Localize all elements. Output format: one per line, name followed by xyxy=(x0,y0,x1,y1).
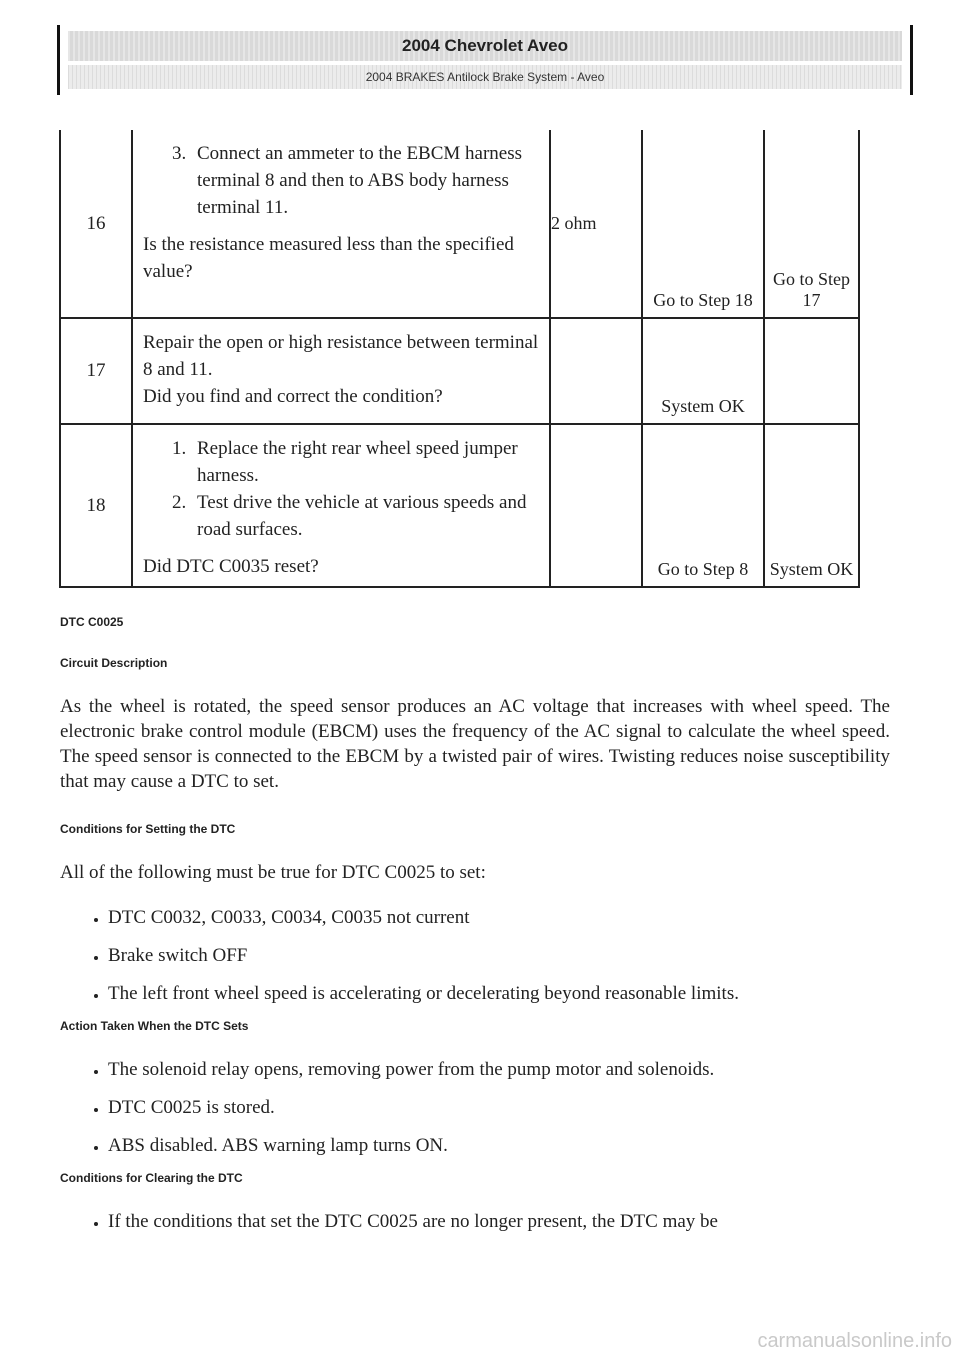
list-item: • Brake switch OFF xyxy=(108,944,928,968)
step-value xyxy=(550,318,642,424)
step-no xyxy=(764,318,859,424)
actions-list xyxy=(60,1058,928,1172)
list-item: • ABS disabled. ABS warning lamp turns ON. xyxy=(108,1134,928,1158)
step-number: 16 xyxy=(60,130,132,318)
section-subtitle: 2004 BRAKES Antilock Brake System - Aveo xyxy=(68,65,902,89)
circuit-description-text: As the wheel is rotated, the speed sensor produces an AC voltage that increases with wheel speed. The electronic brake control module (EBCM) uses the frequency of the AC signal to calculate the wheel speed. The speed sensor is connected to the EBCM by a twisted pair of wires. Twisting reduces noise susceptibility that may cause a DTC to set. xyxy=(60,696,890,792)
action-taken-heading: Action Taken When the DTC Sets xyxy=(60,1019,249,1033)
conditions-list xyxy=(60,906,928,1020)
step-question: Did you find and correct the condition? xyxy=(143,386,443,407)
step-question: Did DTC C0035 reset? xyxy=(143,556,319,577)
list-item: 2. Test drive the vehicle at various speeds and road surfaces. xyxy=(191,489,543,543)
clearing-heading: Conditions for Clearing the DTC xyxy=(60,1171,243,1185)
step-yes: System OK xyxy=(642,318,764,424)
step-value: 2 ohm xyxy=(550,130,642,318)
list-item: • DTC C0032, C0033, C0034, C0035 not current xyxy=(108,906,928,930)
conditions-intro: All of the following must be true for DTC C0025 to set: xyxy=(60,862,486,883)
document-header xyxy=(57,25,913,95)
dtc-heading: DTC C0025 xyxy=(60,615,124,629)
circuit-description-heading: Circuit Description xyxy=(60,656,168,670)
vehicle-title: 2004 Chevrolet Aveo xyxy=(68,31,902,61)
conditions-heading: Conditions for Setting the DTC xyxy=(60,822,236,836)
list-item: • If the conditions that set the DTC C0025 are no longer present, the DTC may be xyxy=(108,1210,928,1234)
step-no: System OK xyxy=(764,424,859,587)
step-action-list xyxy=(143,435,543,543)
site-watermark: carmanualsonline.info xyxy=(757,1330,952,1352)
list-item: • DTC C0025 is stored. xyxy=(108,1096,928,1120)
step-action-list xyxy=(143,140,543,221)
step-action xyxy=(132,130,550,318)
list-item: 1. Replace the right rear wheel speed jumper harness. xyxy=(191,435,543,489)
step-number: 17 xyxy=(60,318,132,424)
step-action xyxy=(132,424,550,587)
clearing-list xyxy=(60,1210,928,1248)
step-no: Go to Step 17 xyxy=(764,130,859,318)
list-item: • The solenoid relay opens, removing power from the pump motor and solenoids. xyxy=(108,1058,928,1082)
step-action xyxy=(132,318,550,424)
table-row xyxy=(60,424,859,587)
list-item: 3. Connect an ammeter to the EBCM harness terminal 8 and then to ABS body harness terminal 11. xyxy=(191,140,543,221)
table-row xyxy=(60,130,859,318)
step-text: Repair the open or high resistance between terminal 8 and 11. xyxy=(143,332,539,380)
step-yes: Go to Step 8 xyxy=(642,424,764,587)
step-value xyxy=(550,424,642,587)
step-yes: Go to Step 18 xyxy=(642,130,764,318)
list-item: • The left front wheel speed is accelerating or decelerating beyond reasonable limits. xyxy=(108,982,928,1006)
step-question: Is the resistance measured less than the specified value? xyxy=(143,234,514,282)
step-number: 18 xyxy=(60,424,132,587)
diagnostic-steps-table xyxy=(59,130,860,588)
table-row xyxy=(60,318,859,424)
